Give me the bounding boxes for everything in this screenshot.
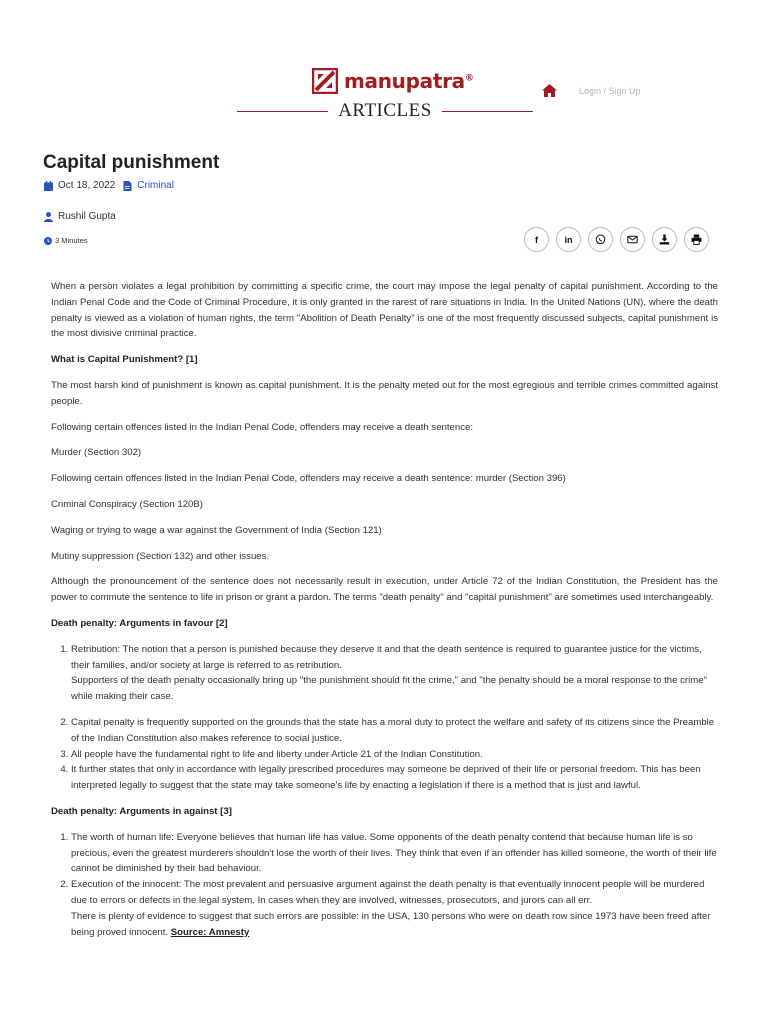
list-item: [71, 762, 718, 794]
source-link[interactable]: Source: Amnesty: [170, 926, 250, 938]
calendar-icon: [44, 181, 53, 191]
paragraph: Mutiny suppression (Section 132) and other issues.: [51, 550, 270, 562]
paragraph: Waging or trying to wage a war against the Government of India (Section 121): [51, 524, 382, 536]
print-icon: [691, 234, 702, 245]
list-item: [71, 877, 718, 940]
login-signup-link[interactable]: Login / Sign Up: [579, 86, 641, 96]
divider: [237, 111, 328, 112]
author-name[interactable]: Rushil Gupta: [58, 211, 116, 222]
home-icon[interactable]: [541, 83, 558, 98]
list-item: [71, 747, 718, 763]
email-share-button[interactable]: [620, 227, 645, 252]
email-icon: [627, 234, 638, 245]
list-item-text: All people have the fundamental right to life and liberty under Article 21 of the Indian Constitution.: [71, 748, 483, 760]
list-item-subtext: Supporters of the death penalty occasionally bring up "the punishment should fit the crime," and "the penalty should be a moral response to the crime" while making their case.: [71, 675, 707, 703]
linkedin-share-button[interactable]: [556, 227, 581, 252]
category-link[interactable]: Criminal: [137, 180, 174, 191]
read-time: [44, 236, 88, 245]
list-item-subtext: [71, 909, 718, 941]
paragraph: When a person violates a legal prohibition by committing a specific crime, the court may impose the legal penalty of capital punishment. According to the Indian Penal Code and the Code of Criminal Procedure, it is only granted in the rarest of rare situations in India. In the United Nations (UN), where the death penalty is viewed as a violation of human rights, the term "Abolition of Death Penalty" is one of the most frequently discussed subjects, capital punishment is the most divisive criminal practice.: [51, 281, 718, 340]
site-header: [0, 64, 768, 124]
manupatra-logo[interactable]: [312, 68, 474, 94]
section-heading-favour: Death penalty: Arguments in favour [2]: [51, 617, 228, 629]
section-heading: [237, 100, 533, 122]
clock-icon: [44, 237, 52, 245]
user-icon: [44, 212, 53, 222]
publish-date: Oct 18, 2022: [58, 180, 116, 191]
paragraph: Murder (Section 302): [51, 447, 142, 459]
print-button[interactable]: [684, 227, 709, 252]
list-item-text: Retribution: The notion that a person is punished because they deserve it and that the death sentence is required to guarantee justice for the victims, their families, and/or society at large is referred to as retribution.: [71, 643, 702, 671]
article-body: [51, 279, 718, 950]
list-item-text: Capital penalty is frequently supported on the grounds that the state has a moral duty to protect the welfare and safety of its citizens since the Preamble of the Indian Constitution also makes reference to social justice.: [71, 716, 715, 744]
whatsapp-icon: [595, 234, 606, 245]
manupatra-logo-icon: [312, 68, 338, 94]
article-meta: [44, 180, 174, 191]
article-title: Capital punishment: [43, 152, 220, 173]
list-item-text: Execution of the innocent: The most prevalent and persuasive argument against the death penalty is that eventually innocent people will be murdered due to errors or defects in the legal system. In cases when they are involved, witnesses, prosecutors, and jurors can all err.: [71, 879, 705, 906]
subtext-body: There is plenty of evidence to suggest that such errors are possible: in the USA, 130 persons who were on death row since 1973 have been freed after being proved innocent.: [71, 910, 711, 938]
divider: [442, 111, 533, 112]
list-item: [71, 642, 718, 705]
paragraph: Following certain offences listed in the Indian Penal Code, offenders may receive a death sentence: murder (Section 396): [51, 473, 566, 485]
paragraph: Criminal Conspiracy (Section 120B): [51, 498, 203, 510]
share-toolbar: [524, 227, 709, 252]
paragraph: Following certain offences listed in the Indian Penal Code, offenders may receive a death sentence:: [51, 421, 474, 433]
read-time-label: 3 Minutes: [55, 236, 88, 245]
brand-name: manupatra®: [344, 69, 474, 93]
facebook-share-button[interactable]: [524, 227, 549, 252]
download-icon: [659, 234, 670, 245]
download-button[interactable]: [652, 227, 677, 252]
articles-label: ARTICLES: [338, 100, 432, 121]
paragraph: The most harsh kind of punishment is known as capital punishment. It is the penalty meted out for the most egregious and terrible crimes committed against people.: [51, 379, 718, 407]
list-item-text: The worth of human life: Everyone believes that human life has value. Some opponents of the death penalty contend that because human life is so precious, even the greatest murderers shouldn't lose the worth of their lives. They think that even if an offender has killed someone, the worth of their life cannot be diminished by their bad behaviour.: [71, 831, 717, 875]
arguments-against-list: [51, 830, 718, 941]
linkedin-icon: in: [564, 234, 573, 245]
registered-mark: ®: [464, 73, 474, 84]
list-item-text: It further states that only in accordance with legally prescribed procedures may someone be deprived of their life or personal freedom. This has been interpreted legally to suggest that the state may take someone's life by enacting a legislation if there is a method that is just and lawful.: [71, 764, 701, 792]
arguments-favour-list: [51, 642, 718, 794]
list-item: [71, 830, 718, 877]
list-item: [71, 715, 718, 747]
document-icon: [123, 181, 132, 191]
paragraph: Although the pronouncement of the sentence does not necessarily result in execution, under Article 72 of the Indian Constitution, the President has the power to commute the sentence to life in prison or grant a pardon. The terms "death penalty" and "capital punishment" are sometimes used interchangeably.: [51, 576, 718, 604]
facebook-icon: f: [535, 234, 538, 245]
article-author: [44, 211, 116, 222]
section-heading-against: Death penalty: Arguments in against [3]: [51, 805, 232, 817]
section-heading-what-is: What is Capital Punishment? [1]: [51, 354, 198, 366]
whatsapp-share-button[interactable]: [588, 227, 613, 252]
